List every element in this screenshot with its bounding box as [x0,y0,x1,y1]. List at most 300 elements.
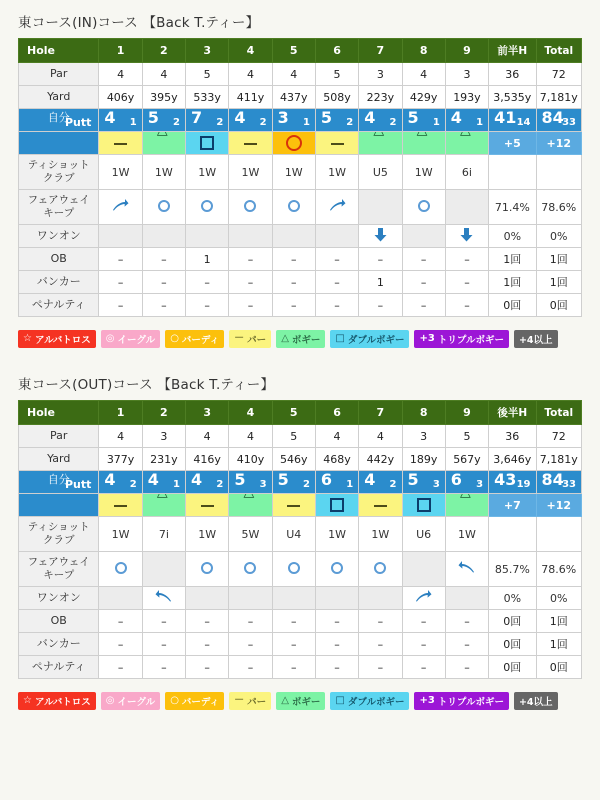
section-spacer [0,348,600,362]
course-title: 東コース(OUT)コース 【Back T.ティー】 [18,377,275,393]
score-cell [402,471,445,494]
par-cell: 4 [186,425,229,448]
yard-cell: 193y [445,86,488,109]
legend-item-eagle[interactable] [101,692,160,710]
yard-cell: 442y [359,448,402,471]
marker-cell-3 [186,132,229,155]
miss-down-arrow-icon [372,227,389,245]
ob-cell: – [229,610,272,633]
header-hole-1: 1 [99,401,142,425]
par-cell: 4 [142,63,185,86]
header-hole-6: 6 [315,39,358,63]
legend-albatross-label: アルバトロス [34,335,91,346]
legend-albatross-icon: ☆ [23,695,32,706]
bunker-cell: – [315,271,358,294]
gross-score: 3 [277,108,289,127]
gross-score: 4 [364,470,376,489]
par-cell: 3 [402,425,445,448]
bunker-cell: – [402,633,445,656]
fairway-keep-label [19,190,99,225]
ob-cell: – [186,610,229,633]
ob-cell: – [402,248,445,271]
tee-shot-club-cell: 1W [142,155,185,190]
header-hole-9: 9 [445,401,488,425]
one-on-total: 0% [536,587,581,610]
fairway-keep-row [19,552,582,587]
marker-cell-2 [142,132,185,155]
fairway-hit-circle-icon [288,562,300,577]
bogey-triangle-icon [157,498,171,510]
header-hole-5: 5 [272,401,315,425]
bogey-triangle-icon [460,136,474,148]
tee-shot-club-label-line2: クラブ [42,534,75,546]
fairway-keep-cell [142,552,185,587]
marker-half-total: +7 [489,494,536,517]
par-half-total: 36 [489,63,536,86]
tee-shot-club-cell: 1W [229,155,272,190]
par-dash-icon [287,505,300,507]
self-label [19,471,99,494]
yard-cell: 189y [402,448,445,471]
yard-half-total: 3,646y [489,448,536,471]
tee-shot-club-cell: 7i [142,517,185,552]
fairway-keep-label-line1: フェアウェイ [27,193,90,206]
header-hole-8: 8 [402,39,445,63]
score-half-cell [489,471,536,494]
tee-shot-club-total [536,517,581,552]
one-on-cell [315,587,358,610]
penalty-label: ペナルティ [19,656,99,679]
one-on-cell [99,225,142,248]
yard-cell: 567y [445,448,488,471]
penalty-cell: – [229,294,272,317]
par-cell: 4 [272,63,315,86]
yard-total: 7,181y [536,448,581,471]
fairway-keep-cell [229,190,272,225]
ob-cell: – [315,610,358,633]
score-cell [142,109,185,132]
yard-cell: 231y [142,448,185,471]
fairway-slice-arrow-icon [329,198,346,216]
marker-cell-7 [359,132,402,155]
legend-bogey-label: ボギー [291,697,321,708]
gross-score: 5 [234,470,246,489]
ob-row [19,610,582,633]
score-cell [229,471,272,494]
header-hole-label: Hole [19,39,99,63]
ob-cell: – [142,248,185,271]
putt-count: 1 [432,117,440,128]
fairway-keep-cell [315,552,358,587]
score-cell [359,471,402,494]
score-cell [445,109,488,132]
header-hole-5: 5 [272,39,315,63]
legend-par-label: パー [247,697,267,708]
legend-birdie-icon: ○ [170,333,179,344]
legend-bogey-icon: △ [281,695,289,706]
fairway-keep-cell [359,552,402,587]
tee-shot-club-label-line2: クラブ [42,172,75,184]
penalty-cell: – [359,294,402,317]
legend-item-par[interactable] [229,330,271,348]
legend-eagle-label: イーグル [117,697,156,708]
yard-cell: 377y [99,448,142,471]
header-hole-7: 7 [359,39,402,63]
bunker-cell: – [142,633,185,656]
bunker-row [19,633,582,656]
header-hole-9: 9 [445,39,488,63]
legend-item-over4[interactable] [514,330,558,348]
bunker-cell: – [229,271,272,294]
legend-par-icon: － [234,695,245,706]
gross-score: 5 [320,108,333,127]
double-bogey-square-icon [330,498,344,512]
ob-cell: – [445,248,488,271]
legend-item-double[interactable] [330,692,409,710]
bogey-triangle-icon [460,498,474,510]
legend-item-eagle[interactable] [101,330,160,348]
penalty-row [19,656,582,679]
fairway-hit-circle-icon [201,200,213,215]
putt-total: 33 [562,479,576,490]
ob-total: 1回 [536,610,581,633]
marker-cell-5 [272,132,315,155]
legend-albatross-icon: ☆ [23,333,32,344]
one-on-label: ワンオン [19,587,99,610]
yard-cell: 546y [272,448,315,471]
score-cell [272,109,315,132]
legend-albatross-label: アルバトロス [34,697,91,708]
legend-item-bogey[interactable] [276,330,325,348]
score-cell [229,109,272,132]
score-marker-row [19,132,582,155]
tee-shot-club-cell: 1W [99,517,142,552]
putt-count: 2 [216,117,224,128]
score-table [18,400,582,679]
fairway-hit-circle-icon [418,200,430,215]
marker-cell-8 [402,494,445,517]
par-cell: 3 [142,425,185,448]
ob-half-total: 0回 [489,610,536,633]
putt-count: 1 [302,117,310,128]
legend-over4-label: +4以上 [518,697,553,708]
penalty-cell: – [142,656,185,679]
legend-item-over4[interactable] [514,692,558,710]
fairway-hook-arrow-icon [155,589,172,607]
bunker-cell: – [186,633,229,656]
putt-total: 33 [562,117,576,128]
header-hole-3: 3 [186,401,229,425]
marker-row-blank [19,494,99,517]
tee-shot-club-cell: 1W [315,155,358,190]
putt-count: 2 [129,479,137,490]
fairway-keep-row [19,190,582,225]
par-cell: 3 [359,63,402,86]
header-hole-1: 1 [99,39,142,63]
course-title: 東コース(IN)コース 【Back T.ティー】 [18,15,260,31]
ob-cell: – [99,248,142,271]
putt-count: 2 [173,117,181,128]
marker-total: +12 [536,494,581,517]
par-cell: 4 [359,425,402,448]
par-label: Par [19,425,99,448]
yard-cell: 406y [99,86,142,109]
legend-item-albatross[interactable] [18,692,96,710]
tee-shot-club-label-line1: ティショット [27,520,90,533]
par-cell: 4 [402,63,445,86]
tee-shot-club-row [19,517,582,552]
penalty-cell: – [229,656,272,679]
fairway-hit-circle-icon [374,562,386,577]
putt-count: 3 [259,479,267,490]
ob-cell: – [99,610,142,633]
putt-count: 2 [259,117,267,128]
tee-shot-club-half-total [489,155,536,190]
bunker-cell: – [272,271,315,294]
tee-shot-club-cell: 1W [359,517,402,552]
score-marker-row [19,494,582,517]
fairway-keep-cell [99,190,142,225]
putt-count: 1 [129,117,137,128]
fairway-keep-cell [402,552,445,587]
score-cell [272,471,315,494]
double-bogey-square-icon [200,136,214,150]
gross-score: 6 [320,470,333,489]
par-cell: 4 [229,425,272,448]
marker-cell-5 [272,494,315,517]
fairway-keep-cell [359,190,402,225]
gross-total: 84 [541,108,564,127]
putt-half: 14 [516,117,531,128]
gross-score: 4 [234,108,246,127]
legend-double-icon: □ [335,333,345,344]
ob-cell: – [445,610,488,633]
tee-shot-club-row [19,155,582,190]
putt-label: Putt [65,478,92,491]
par-label: Par [19,63,99,86]
self-score-row [19,109,582,132]
bunker-cell: 1 [359,271,402,294]
header-hole-3: 3 [186,39,229,63]
fairway-keep-label-line1: フェアウェイ [27,555,90,568]
yard-cell: 411y [229,86,272,109]
fairway-keep-half-total: 71.4% [489,190,536,225]
tee-shot-club-cell: 5W [229,517,272,552]
marker-cell-4 [229,132,272,155]
legend [18,679,582,710]
marker-cell-8 [402,132,445,155]
one-on-cell [142,587,185,610]
birdie-circle-icon [286,135,302,151]
penalty-cell: – [142,294,185,317]
yard-label: Yard [19,86,99,109]
gross-score: 4 [104,470,116,489]
legend-item-triple[interactable] [414,330,508,348]
fairway-keep-cell [229,552,272,587]
tee-shot-club-cell: 1W [99,155,142,190]
bunker-label: バンカー [19,271,99,294]
legend-item-triple[interactable] [414,692,508,710]
bunker-cell: – [359,633,402,656]
tee-shot-club-label [19,155,99,190]
ob-cell: – [359,610,402,633]
yard-cell: 437y [272,86,315,109]
ob-cell: – [272,248,315,271]
marker-cell-4 [229,494,272,517]
penalty-half-total: 0回 [489,294,536,317]
score-cell [402,109,445,132]
penalty-label: ペナルティ [19,294,99,317]
fairway-keep-label-line2: キープ [43,569,75,581]
penalty-half-total: 0回 [489,656,536,679]
par-total: 72 [536,63,581,86]
score-total-cell [536,109,581,132]
yard-cell: 416y [186,448,229,471]
marker-cell-6 [315,132,358,155]
legend-double-icon: □ [335,695,345,706]
yard-cell: 533y [186,86,229,109]
putt-count: 2 [389,117,397,128]
legend-item-birdie[interactable] [165,330,224,348]
score-cell [142,471,185,494]
putt-count: 1 [346,479,354,490]
header-half-total: 前半H [489,39,536,63]
yard-row [19,448,582,471]
fairway-hit-circle-icon [115,562,127,577]
score-cell [315,109,358,132]
bogey-triangle-icon [417,136,431,148]
par-cell: 3 [445,63,488,86]
gross-score: 4 [191,470,203,489]
fairway-keep-cell [445,190,488,225]
tee-shot-club-label-line1: ティショット [27,158,90,171]
legend-double-label: ダブルボギー [347,697,405,708]
one-on-cell [402,225,445,248]
fairway-keep-cell [272,552,315,587]
fairway-keep-cell [445,552,488,587]
ob-label: OB [19,610,99,633]
par-dash-icon [114,505,127,507]
penalty-cell: – [315,294,358,317]
ob-label: OB [19,248,99,271]
one-on-total: 0% [536,225,581,248]
penalty-cell: – [186,656,229,679]
yard-cell: 395y [142,86,185,109]
miss-down-arrow-icon [458,227,475,245]
gross-score: 5 [277,470,289,489]
gross-total: 84 [541,470,564,489]
legend-triple-icon: +3 [419,695,435,706]
marker-half-total: +5 [489,132,536,155]
fairway-slice-arrow-icon [415,589,432,607]
legend-triple-label: トリプルボギー [437,335,504,346]
legend-birdie-icon: ○ [170,695,179,706]
gross-score: 6 [450,470,462,489]
ob-row [19,248,582,271]
legend-item-par[interactable] [229,692,271,710]
legend-birdie-label: バーディ [181,335,220,346]
par-cell: 5 [186,63,229,86]
self-label [19,109,99,132]
header-hole-8: 8 [402,401,445,425]
legend-eagle-icon: ◎ [105,695,115,706]
gross-score: 4 [450,108,462,127]
one-on-cell [186,587,229,610]
putt-half: 19 [516,479,531,490]
legend-item-double[interactable] [330,330,409,348]
gross-score: 4 [147,470,159,489]
tee-shot-club-cell: 1W [186,517,229,552]
one-on-half-total: 0% [489,225,536,248]
gross-half: 41 [494,108,517,127]
marker-row-blank [19,132,99,155]
penalty-cell: – [315,656,358,679]
bunker-cell: – [229,633,272,656]
fairway-keep-total: 78.6% [536,552,581,587]
gross-score: 4 [104,108,116,127]
score-cell [99,471,142,494]
bunker-total: 1回 [536,633,581,656]
putt-count: 2 [216,479,224,490]
one-on-row [19,587,582,610]
score-total-cell [536,471,581,494]
header-hole-7: 7 [359,401,402,425]
legend-birdie-label: バーディ [181,697,220,708]
legend-bogey-icon: △ [281,333,289,344]
fairway-keep-label-line2: キープ [43,207,75,219]
par-cell: 4 [99,425,142,448]
header-hole-2: 2 [142,401,185,425]
one-on-cell [229,225,272,248]
legend-double-label: ダブルボギー [347,335,405,346]
double-bogey-square-icon [417,498,431,512]
tee-shot-club-cell: 1W [445,517,488,552]
tee-shot-club-total [536,155,581,190]
bogey-triangle-icon [157,136,171,148]
tee-shot-club-cell: 6i [445,155,488,190]
fairway-keep-total: 78.6% [536,190,581,225]
par-half-total: 36 [489,425,536,448]
par-cell: 4 [99,63,142,86]
putt-count: 2 [302,479,310,490]
legend-item-birdie[interactable] [165,692,224,710]
yard-total: 7,181y [536,86,581,109]
legend-eagle-icon: ◎ [105,333,115,344]
putt-count: 2 [389,479,397,490]
yard-cell: 508y [315,86,358,109]
one-on-cell [99,587,142,610]
marker-total: +12 [536,132,581,155]
bunker-cell: – [402,271,445,294]
score-cell [186,109,229,132]
yard-cell: 468y [315,448,358,471]
self-score-row [19,471,582,494]
one-on-cell [402,587,445,610]
scorecard-1 [0,0,600,348]
legend-item-bogey[interactable] [276,692,325,710]
yard-cell: 223y [359,86,402,109]
bunker-half-total: 0回 [489,633,536,656]
bunker-cell: – [315,633,358,656]
legend-triple-icon: +3 [419,333,435,344]
legend-item-albatross[interactable] [18,330,96,348]
par-dash-icon [331,143,344,145]
ob-cell: – [402,610,445,633]
legend-bogey-label: ボギー [291,335,321,346]
legend-triple-label: トリプルボギー [437,697,504,708]
par-cell: 4 [229,63,272,86]
marker-cell-6 [315,494,358,517]
